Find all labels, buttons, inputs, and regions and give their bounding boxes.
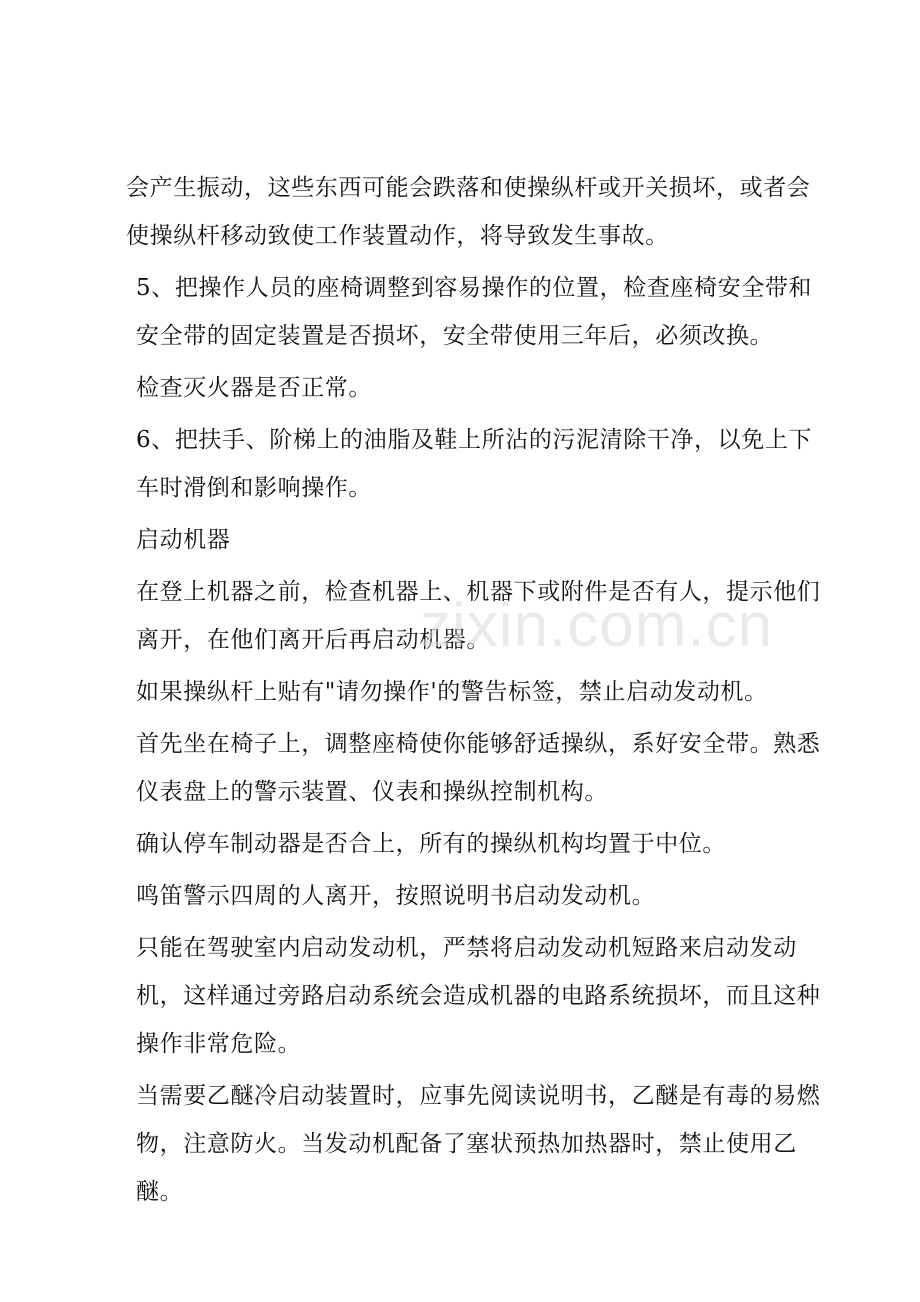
paragraph-9: 确认停车制动器是否合上，所有的操纵机构均置于中位。 [136,831,726,857]
paragraph-3: 检查灭火器是否正常。 [136,375,372,401]
paragraph-12: 当需要乙醚冷启动装置时，应事先阅读说明书，乙醚是有毒的易燃物，注意防火。当发动机配备了塞状预热加热器时，禁止使用乙醚。 [136,1083,821,1205]
paragraph-7: 如果操纵杆上贴有"请勿操作'的警告标签，禁止启动发动机。 [136,679,768,705]
paragraph-6: 在登上机器之前，检查机器上、机器下或附件是否有人，提示他们离开，在他们离开后再启动机器。 [136,579,821,653]
paragraph-1: 会产生振动，这些东西可能会跌落和使操纵杆或开关损坏，或者会使操纵杆移动致使工作装置动作，将导致发生事故。 [126,175,811,249]
paragraph-8: 首先坐在椅子上，调整座椅使你能够舒适操纵，系好安全带。熟悉仪表盘上的警示装置、仪表和操纵控制机构。 [136,731,821,805]
paragraph-4: 6、把扶手、阶梯上的油脂及鞋上所沾的污泥清除干净，以免上下车时滑倒和影响操作。 [136,427,813,501]
paragraph-2: 5、把操作人员的座椅调整到容易操作的位置，检查座椅安全带和安全带的固定装置是否损坏，安全带使用三年后，必须改换。 [136,275,813,349]
section-heading-start-machine: 启动机器 [136,527,231,553]
paragraph-11: 只能在驾驶室内启动发动机，严禁将启动发动机短路来启动发动机，这样通过旁路启动系统会造成机器的电路系统损坏，而且这种操作非常危险。 [136,935,821,1057]
paragraph-10: 鸣笛警示四周的人离开，按照说明书启动发动机。 [136,883,656,909]
document-body [126,164,826,1220]
watermark-text: zixin.com.cn [420,591,774,660]
